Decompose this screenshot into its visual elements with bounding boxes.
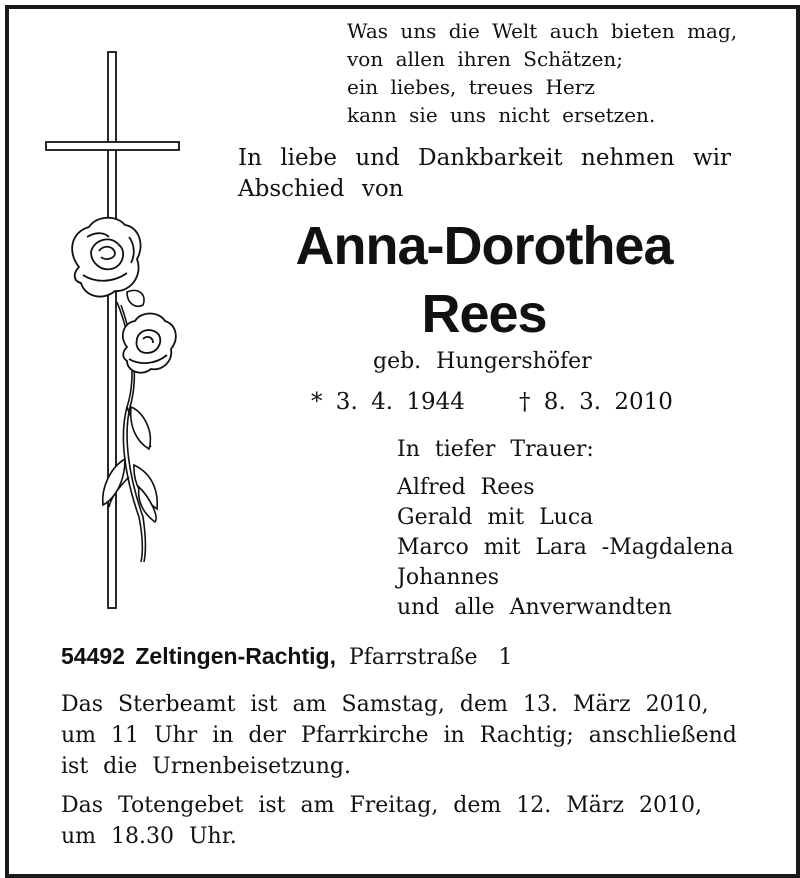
mourners-list (397, 435, 734, 623)
poem-line: kann sie uns nicht ersetzen. (347, 103, 656, 127)
prayer-line: Das Totengebet ist am Freitag, dem 12. März 2010, (61, 793, 702, 818)
intro-word: und (355, 145, 400, 171)
intro-word: liebe (280, 145, 337, 171)
intro-line-1 (238, 143, 731, 174)
birth-date: * 3. 4. 1944 (311, 389, 465, 415)
deceased-first-name: Anna-Dorothea (295, 216, 673, 276)
mourner-name: und alle Anverwandten (397, 595, 672, 620)
requiem-line: ist die Urnenbeisetzung. (61, 754, 352, 779)
mourner-name: Alfred Rees (397, 475, 535, 500)
intro-word: Dankbarkeit (418, 145, 563, 171)
poem-line: von allen ihren Schätzen; (347, 47, 624, 71)
mourner-name: Johannes (397, 565, 499, 590)
address (61, 643, 513, 670)
mourner-name: Marco mit Lara -Magdalena (397, 535, 734, 560)
mourners-heading: In tiefer Trauer: (397, 437, 594, 462)
requiem-line: Das Sterbeamt ist am Samstag, dem 13. März 2010, (61, 692, 709, 717)
poem (347, 17, 737, 129)
prayer-info (61, 790, 741, 852)
intro-word: wir (692, 145, 731, 171)
poem-line: ein liebes, treues Herz (347, 75, 595, 99)
postal-city: 54492 Zeltingen-Rachtig, (61, 643, 336, 669)
intro-word: In (238, 145, 262, 171)
maiden-name: geb. Hungershöfer (373, 349, 592, 374)
prayer-line: um 18.30 Uhr. (61, 824, 237, 849)
intro-text (238, 143, 731, 205)
requiem-info (61, 689, 741, 782)
street: Pfarrstraße 1 (348, 645, 513, 670)
intro-word: nehmen (581, 145, 675, 171)
requiem-line: um 11 Uhr in der Pfarrkirche in Rachtig; anschließend (61, 723, 737, 748)
mourner-name: Gerald mit Luca (397, 505, 594, 530)
obituary-notice (5, 5, 800, 878)
cross-with-roses-icon (39, 47, 189, 617)
death-date: † 8. 3. 2010 (519, 389, 673, 415)
intro-line-2: Abschied von (238, 176, 404, 202)
deceased-last-name: Rees (421, 284, 547, 344)
poem-line: Was uns die Welt auch bieten mag, (347, 19, 738, 43)
